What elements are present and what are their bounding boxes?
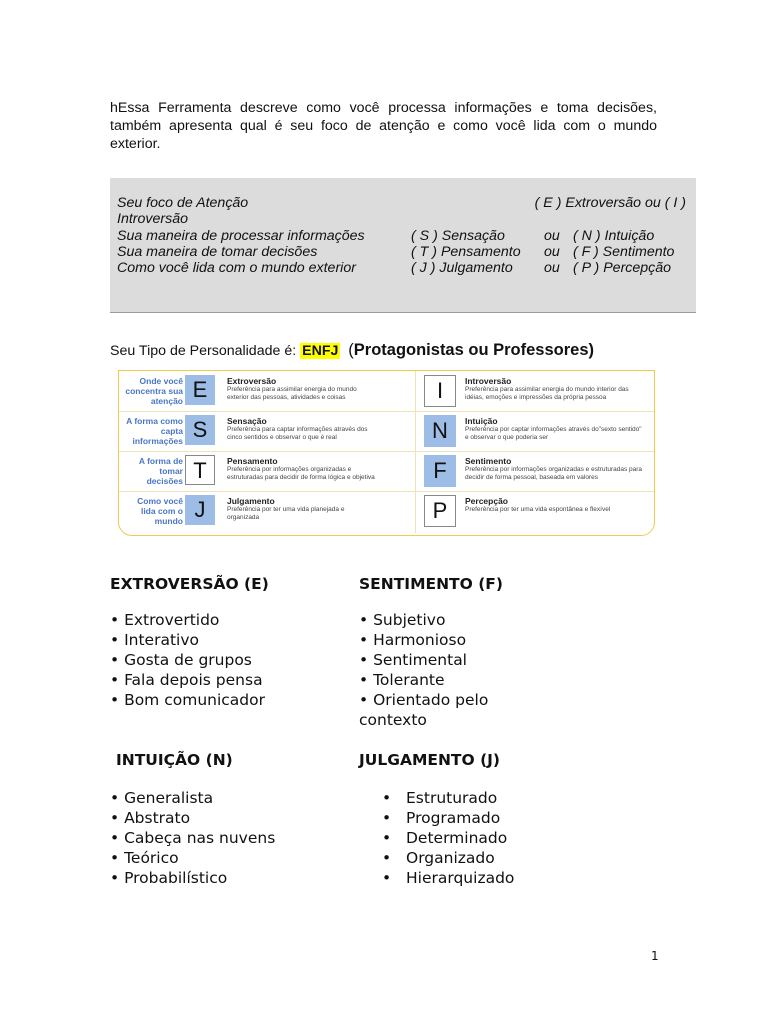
trait-list xyxy=(110,610,269,710)
figure-row-world xyxy=(119,491,654,531)
judging-section xyxy=(359,751,500,769)
section-title: INTUIÇÃO (N) xyxy=(116,751,233,769)
process-or: ou xyxy=(544,228,560,244)
list-item: • Organizado xyxy=(382,849,495,867)
list-item: • Cabeça nas nuvens xyxy=(110,829,276,847)
left-desc: Preferência para assimilar energia do mundo exterior das pessoas, atividades e coisas xyxy=(227,386,357,401)
personality-prefix: Seu Tipo de Personalidade é: xyxy=(110,343,297,359)
bullet: • xyxy=(382,849,392,867)
left-title: Extroversão xyxy=(227,376,277,386)
process-option-a: ( S ) Sensação xyxy=(411,228,505,244)
list-item: • Teórico xyxy=(110,849,179,867)
letter-box-left: T xyxy=(185,455,215,485)
focus-options: ( E ) Extroversão ou ( I ) xyxy=(534,195,686,211)
list-item: • Interativo xyxy=(110,631,199,649)
list-item: • Bom comunicador xyxy=(110,691,265,709)
feeling-section xyxy=(359,575,503,730)
figure-row-information xyxy=(119,411,654,452)
list-item: • Orientado pelo xyxy=(359,691,489,709)
list-item: • Hierarquizado xyxy=(382,869,515,887)
world-option-b: ( P ) Percepção xyxy=(573,260,672,276)
right-title: Percepção xyxy=(465,496,508,506)
left-title: Pensamento xyxy=(227,456,278,466)
extroversion-section xyxy=(110,575,269,710)
decision-question: Sua maneira de tomar decisões xyxy=(117,244,318,260)
personality-code: ENFJ xyxy=(302,343,339,359)
figure-row-attention xyxy=(119,371,654,412)
decision-option-a: ( T ) Pensamento xyxy=(411,244,521,260)
list-item: • Abstrato xyxy=(110,809,191,827)
world-or: ou xyxy=(544,260,560,276)
intuition-trait-list xyxy=(110,788,275,888)
section-title: JULGAMENTO (J) xyxy=(359,751,501,769)
row-label: Como você lida com o mundo xyxy=(137,496,183,526)
focus-options-continuation: Introversão xyxy=(117,211,188,227)
section-title: EXTROVERSÃO (E) xyxy=(110,575,269,593)
left-title: Julgamento xyxy=(227,496,275,506)
row-label: A forma de tomar decisões xyxy=(138,456,183,486)
world-option-a: ( J ) Julgamento xyxy=(411,260,513,276)
list-item: • Probabilístico xyxy=(110,869,228,887)
right-title: Introversão xyxy=(465,376,512,386)
bullet: • xyxy=(382,789,392,807)
figure-row-decisions xyxy=(119,451,654,492)
mbti-figure xyxy=(118,370,655,536)
left-desc: Preferência para captar informações através dos cinco sentidos e observar o que é real xyxy=(227,426,368,441)
right-desc: Preferência por ter uma vida espontânea e flexível xyxy=(465,506,611,513)
decision-or: ou xyxy=(544,244,560,260)
right-desc: Preferência por captar informações através do"sexto sentido" e observar o que poderia ser xyxy=(465,426,642,441)
world-question: Como você lida com o mundo exterior xyxy=(117,260,356,276)
list-item: • Subjetivo xyxy=(359,611,446,629)
list-item: • Fala depois pensa xyxy=(110,671,263,689)
list-item: • Extrovertido xyxy=(110,611,220,629)
process-option-b: ( N ) Intuição xyxy=(573,228,655,244)
letter-box-left: S xyxy=(185,415,215,445)
intuition-section xyxy=(116,751,233,769)
decision-option-b: ( F ) Sentimento xyxy=(573,244,675,260)
list-item: • Sentimental xyxy=(359,651,467,669)
right-desc: Preferência para assimilar energia do mundo interior das idéias, emoções e impressões da própria pessoa xyxy=(465,386,629,401)
row-label: Onde você concentra sua atenção xyxy=(125,376,183,406)
list-item: • Determinado xyxy=(382,829,508,847)
left-title: Sensação xyxy=(227,416,267,426)
judging-trait-list xyxy=(382,788,514,888)
trait-list xyxy=(359,610,503,730)
right-desc: Preferência por informações organizadas e estruturadas para decidir de forma pessoal, baseada em valores xyxy=(465,466,643,481)
personality-type-line xyxy=(110,341,594,360)
list-item: • Gosta de grupos xyxy=(110,651,252,669)
letter-box-right: I xyxy=(424,375,456,407)
list-item: • Generalista xyxy=(110,789,214,807)
letter-box-right: P xyxy=(424,495,456,527)
list-item: • Tolerante xyxy=(359,671,445,689)
list-item: • Estruturado xyxy=(382,789,498,807)
personality-description: Protagonistas ou Professores) xyxy=(353,341,594,359)
right-title: Intuição xyxy=(465,416,498,426)
bullet: • xyxy=(382,829,392,847)
right-title: Sentimento xyxy=(465,456,512,466)
list-item: • Programado xyxy=(382,809,501,827)
bullet: • xyxy=(382,809,392,827)
page-number: 1 xyxy=(651,949,659,963)
row-label: A forma como capta informações xyxy=(126,416,183,446)
list-item: • Harmonioso xyxy=(359,631,467,649)
letter-box-left: E xyxy=(185,375,215,405)
intro-paragraph: hEssa Ferramenta descreve como você processa informações e toma decisões, também apresenta qual é seu foco de atenção e como você lida com o mundo exterior. xyxy=(110,100,657,153)
left-desc: Preferência por informações organizadas e estruturadas para decidir de forma lógica e objetiva xyxy=(227,466,375,481)
letter-box-right: N xyxy=(424,415,456,447)
section-title: SENTIMENTO (F) xyxy=(359,575,503,593)
letter-box-left: J xyxy=(185,495,215,525)
questionnaire-box xyxy=(110,178,696,313)
bullet: • xyxy=(382,869,392,887)
focus-question: Seu foco de Atenção xyxy=(117,195,249,211)
letter-box-right: F xyxy=(424,455,456,487)
left-desc: Preferência por ter uma vida planejada e organizada xyxy=(227,506,345,521)
list-item: contexto xyxy=(359,711,427,729)
open-paren: ( xyxy=(348,341,354,359)
process-question: Sua maneira de processar informações xyxy=(117,228,365,244)
